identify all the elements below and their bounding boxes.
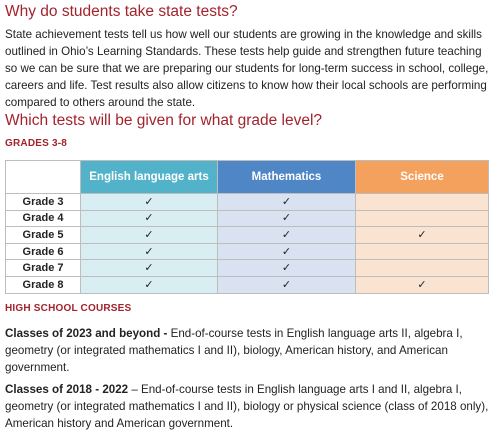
row-grade-label: Grade 5 [6, 227, 81, 244]
science-check [356, 194, 489, 211]
why-tests-heading: Why do students take state tests? [5, 3, 238, 20]
ela-check: ✓ [81, 194, 218, 211]
header-math: Mathematics [218, 161, 356, 194]
course-2023-text: End-of-course tests in English language arts II, algebra I, geometry (or integrated mathematics I and II), biology, American history, and American government. [5, 327, 463, 374]
ela-check: ✓ [81, 227, 218, 244]
science-check [356, 260, 489, 277]
header-science: Science [356, 161, 489, 194]
table-row [6, 194, 489, 211]
header-ela: English language arts [81, 161, 218, 194]
ela-check: ✓ [81, 276, 218, 293]
course-2023-paragraph [5, 325, 493, 376]
science-check: ✓ [356, 276, 489, 293]
math-check: ✓ [218, 276, 356, 293]
course-2018-title: Classes of 2018 - 2022 [5, 383, 129, 396]
row-grade-label: Grade 6 [6, 243, 81, 260]
high-school-courses-label: HIGH SCHOOL COURSES [5, 303, 132, 314]
table-row [6, 227, 489, 244]
table-row [6, 243, 489, 260]
math-check: ✓ [218, 260, 356, 277]
row-grade-label: Grade 7 [6, 260, 81, 277]
why-tests-paragraph: State achievement tests tell us how well our students are growing in the knowledge and skills outlined in Ohio’s Learning Standards. These tests help guide and strengthen future teaching so we can be sure that we are preparing our students for long-term success in school, college, careers and life. Test results also allow citizens to know how their local schools are performing compared to others around the state. [5, 28, 489, 109]
math-check: ✓ [218, 194, 356, 211]
ela-check: ✓ [81, 243, 218, 260]
course-2023-title: Classes of 2023 and beyond - [5, 327, 168, 340]
math-check: ✓ [218, 210, 356, 227]
table-header-row [6, 161, 489, 194]
math-check: ✓ [218, 227, 356, 244]
science-check: ✓ [356, 227, 489, 244]
course-2018-text: – End-of-course tests in English language arts I and II, algebra I, geometry (or integrated mathematics I and II), biology or physical science (class of 2018 only), American history and American government. [5, 383, 489, 430]
ela-check: ✓ [81, 260, 218, 277]
tests-by-grade-table [5, 160, 489, 294]
course-2018-paragraph [5, 381, 493, 432]
science-check [356, 210, 489, 227]
science-check [356, 243, 489, 260]
table-row [6, 210, 489, 227]
which-tests-heading: Which tests will be given for what grade level? [5, 112, 323, 129]
row-grade-label: Grade 8 [6, 276, 81, 293]
grades-3-8-label: GRADES 3-8 [5, 138, 68, 149]
table-row [6, 276, 489, 293]
table-row [6, 260, 489, 277]
row-grade-label: Grade 3 [6, 194, 81, 211]
row-grade-label: Grade 4 [6, 210, 81, 227]
ela-check: ✓ [81, 210, 218, 227]
header-blank-cell [6, 161, 81, 194]
math-check: ✓ [218, 243, 356, 260]
